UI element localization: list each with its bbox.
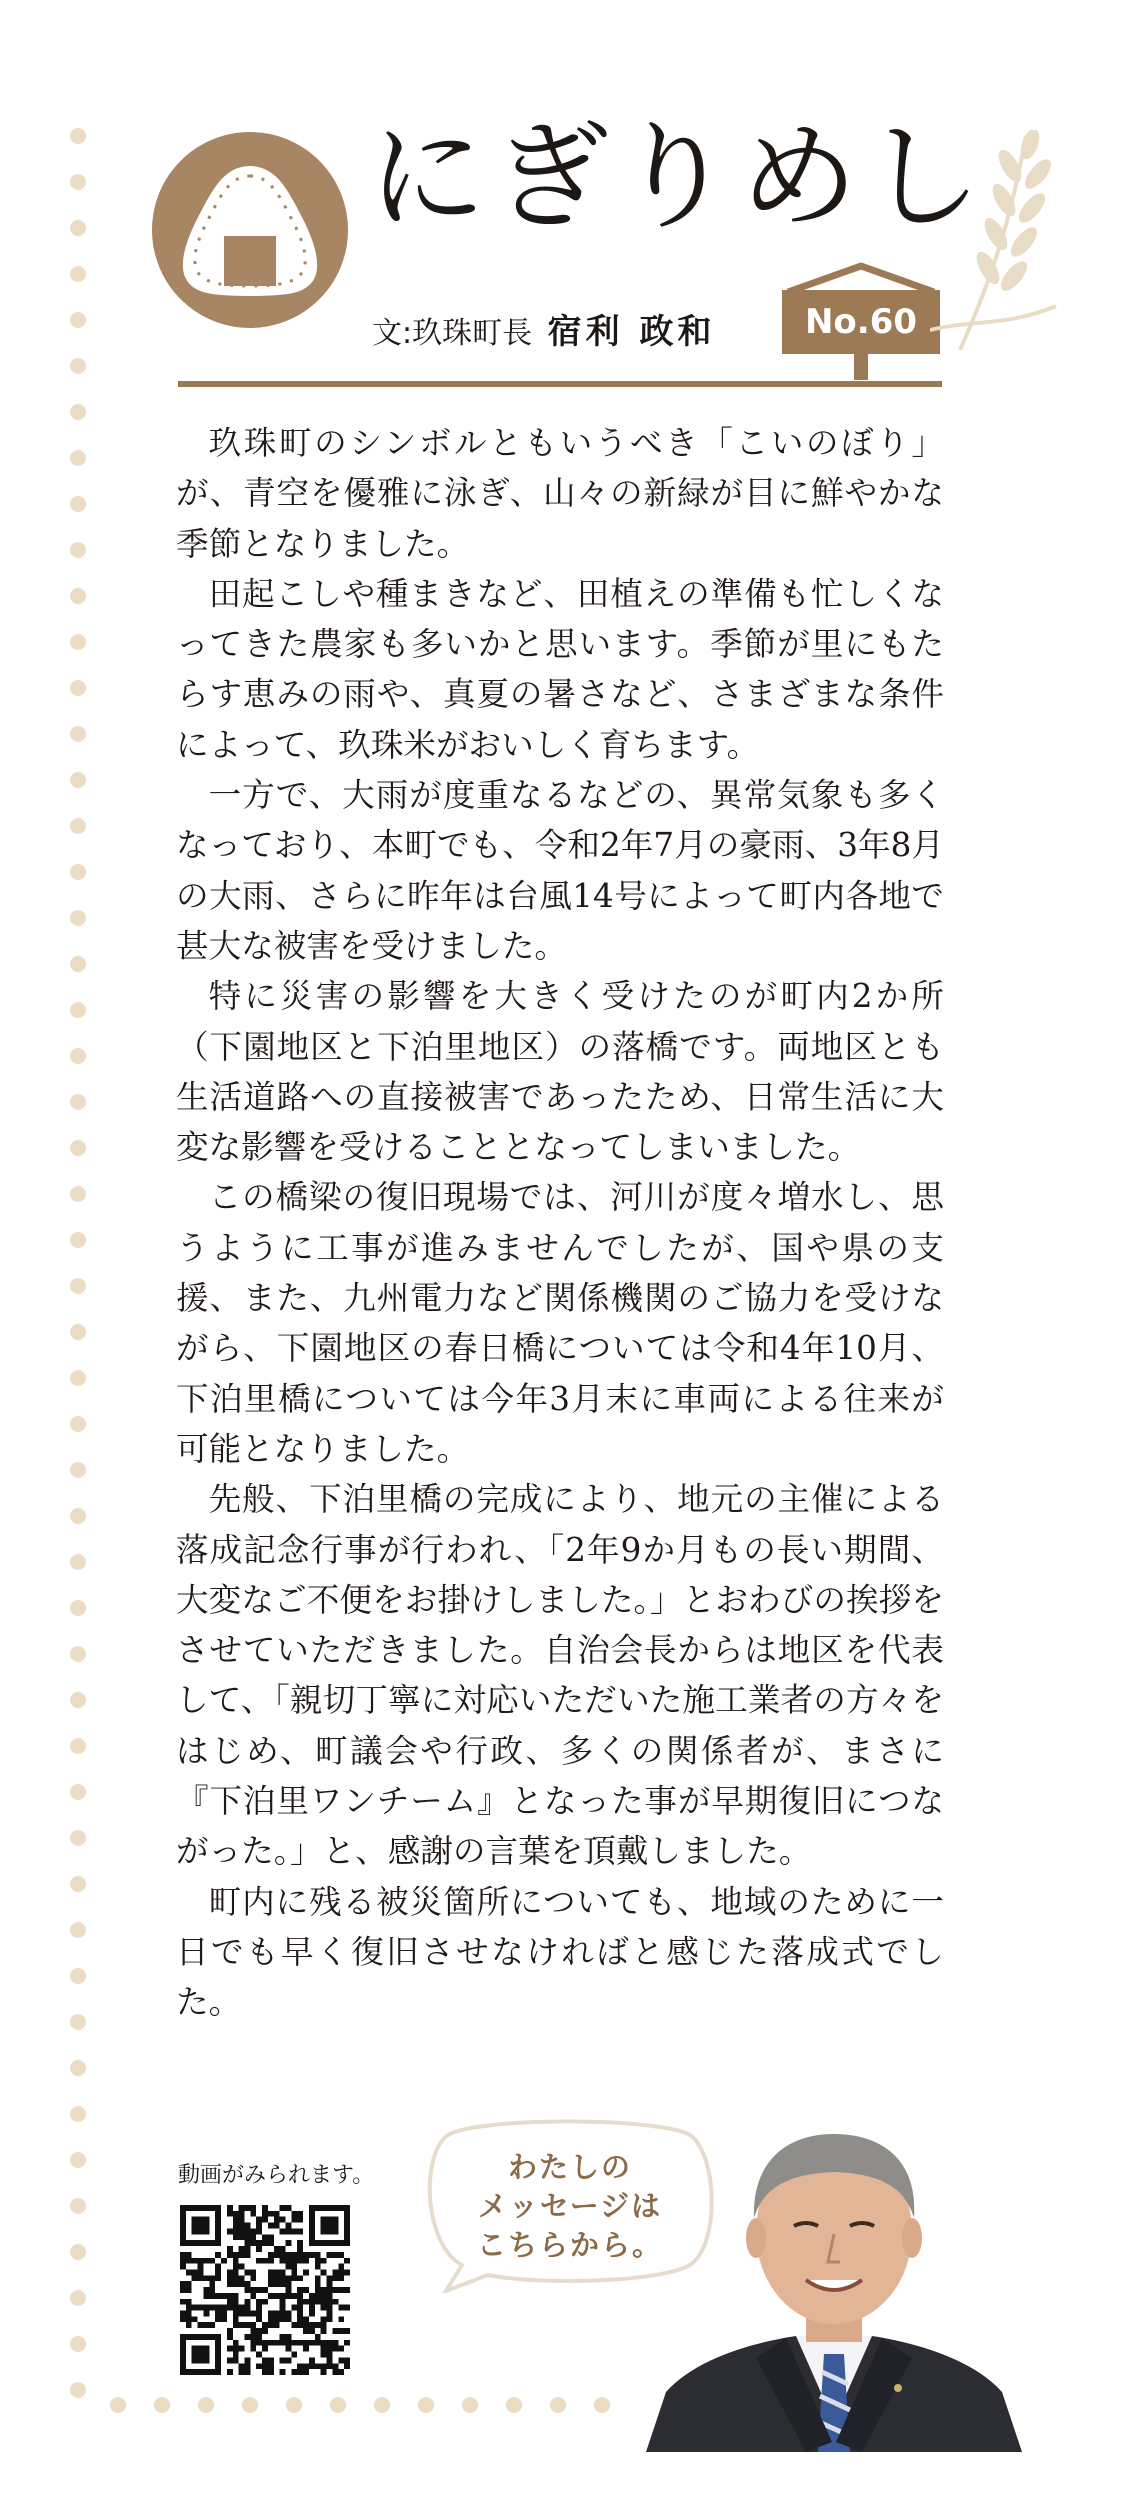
border-dot bbox=[70, 1462, 86, 1478]
border-dot bbox=[70, 1508, 86, 1524]
border-dot bbox=[594, 2397, 610, 2413]
wheat-icon bbox=[930, 130, 1060, 360]
author-byline bbox=[372, 312, 716, 352]
border-dot bbox=[70, 864, 86, 880]
paragraph: 先般、下泊里橋の完成により、地元の主催による落成記念行事が行われ、「2年9か月もの長い期間、大変なご不便をお掛けしました。」とおわびの挨拶をさせていただきました。自治会長からは地区を代表して、「親切丁寧に対応いただいた施工業者の方々をはじめ、町議会や行政、多くの関係者が、まさに『下泊里ワンチーム』となった事が早期復旧につながった。」と、感謝の言葉を頂戴しました。 bbox=[176, 1480, 944, 1871]
border-dot bbox=[418, 2397, 434, 2413]
issue-number: No.60 bbox=[782, 290, 940, 354]
border-dot bbox=[70, 1738, 86, 1754]
border-dot bbox=[70, 404, 86, 420]
border-dot bbox=[70, 772, 86, 788]
border-dot bbox=[70, 1968, 86, 1984]
border-dot bbox=[70, 312, 86, 328]
border-dot bbox=[70, 910, 86, 926]
border-dot bbox=[374, 2397, 390, 2413]
border-dot bbox=[70, 1232, 86, 1248]
border-dot bbox=[70, 358, 86, 374]
border-dot bbox=[70, 1186, 86, 1202]
paragraph: 特に災害の影響を大きく受けたのが町内2か所（下園地区と下泊里地区）の落橋です。両地区とも生活道路への直接被害であったため、日常生活に大変な影響を受けることとなってしまいました。 bbox=[176, 977, 944, 1167]
paragraph: 一方で、大雨が度重なるなどの、異常気象も多くなっており、本町でも、令和2年7月の豪雨、3年8月の大雨、さらに昨年は台風14号によって町内各地で甚大な被害を受けました。 bbox=[176, 776, 944, 965]
border-dot bbox=[70, 496, 86, 512]
border-dot bbox=[462, 2397, 478, 2413]
dotted-border-left bbox=[70, 128, 88, 2428]
header-divider bbox=[178, 381, 942, 387]
border-dot bbox=[110, 2397, 126, 2413]
border-dot bbox=[70, 634, 86, 650]
mayor-portrait bbox=[636, 2122, 1032, 2452]
border-dot bbox=[70, 266, 86, 282]
border-dot bbox=[70, 1048, 86, 1064]
video-label: 動画がみられます。 bbox=[178, 2163, 375, 2188]
page-title: にぎりめし bbox=[368, 108, 989, 246]
border-dot bbox=[70, 2244, 86, 2260]
border-dot bbox=[70, 1416, 86, 1432]
border-dot bbox=[70, 818, 86, 834]
border-dot bbox=[70, 1830, 86, 1846]
paragraph: 町内に残る被災箇所についても、地域のために一日でも早く復旧させなければと感じた落成式でした。 bbox=[176, 1882, 944, 2022]
border-dot bbox=[70, 2152, 86, 2168]
border-dot bbox=[286, 2397, 302, 2413]
border-dot bbox=[70, 1692, 86, 1708]
paragraph: 玖珠町のシンボルともいうべき「こいのぼり」が、青空を優雅に泳ぎ、山々の新緑が目に鮮やかな季節となりました。 bbox=[176, 424, 944, 563]
paragraph: この橋梁の復旧現場では、河川が度々増水し、思うように工事が進みませんでしたが、国や県の支援、また、九州電力など関係機関のご協力を受けながら、下園地区の春日橋については令和4年10月、下泊里橋については今年3月末に車両による往来が可能となりました。 bbox=[176, 1178, 944, 1468]
border-dot bbox=[154, 2397, 170, 2413]
border-dot bbox=[242, 2397, 258, 2413]
border-dot bbox=[70, 1922, 86, 1938]
border-dot bbox=[550, 2397, 566, 2413]
border-dot bbox=[70, 1646, 86, 1662]
border-dot bbox=[70, 2290, 86, 2306]
border-dot bbox=[70, 2106, 86, 2122]
border-dot bbox=[70, 726, 86, 742]
issue-sign bbox=[782, 262, 940, 380]
qr-code[interactable] bbox=[180, 2205, 350, 2375]
border-dot bbox=[70, 174, 86, 190]
border-dot bbox=[70, 1324, 86, 1340]
border-dot bbox=[70, 1002, 86, 1018]
border-dot bbox=[70, 220, 86, 236]
border-dot bbox=[70, 450, 86, 466]
border-dot bbox=[70, 1784, 86, 1800]
border-dot bbox=[70, 542, 86, 558]
author-prefix: 文:玖珠町長 bbox=[372, 316, 533, 351]
border-dot bbox=[70, 1094, 86, 1110]
border-dot bbox=[70, 1876, 86, 1892]
border-dot bbox=[70, 2382, 86, 2398]
bubble-line: こちらから。 bbox=[476, 2228, 663, 2262]
border-dot bbox=[70, 2336, 86, 2352]
border-dot bbox=[70, 2060, 86, 2076]
border-dot bbox=[198, 2397, 214, 2413]
onigiri-icon bbox=[152, 132, 348, 328]
border-dot bbox=[70, 2014, 86, 2030]
border-dot bbox=[70, 680, 86, 696]
border-dot bbox=[70, 1554, 86, 1570]
border-dot bbox=[330, 2397, 346, 2413]
paragraph: 田起こしや種まきなど、田植えの準備も忙しくなってきた農家も多いかと思います。季節が里にもたらす恵みの雨や、真夏の暑さなど、さまざまな条件によって、玖珠米がおいしく育ちます。 bbox=[176, 574, 944, 764]
border-dot bbox=[70, 1140, 86, 1156]
border-dot bbox=[70, 956, 86, 972]
border-dot bbox=[506, 2397, 522, 2413]
border-dot bbox=[70, 2198, 86, 2214]
dotted-border-bottom bbox=[110, 2397, 630, 2415]
bubble-line: わたしの bbox=[507, 2150, 632, 2184]
article-body bbox=[176, 418, 944, 2028]
author-name: 宿利 政和 bbox=[547, 312, 716, 352]
border-dot bbox=[70, 1600, 86, 1616]
border-dot bbox=[70, 1370, 86, 1386]
border-dot bbox=[70, 588, 86, 604]
border-dot bbox=[70, 1278, 86, 1294]
bubble-line: メッセージは bbox=[477, 2189, 663, 2223]
border-dot bbox=[70, 128, 86, 144]
